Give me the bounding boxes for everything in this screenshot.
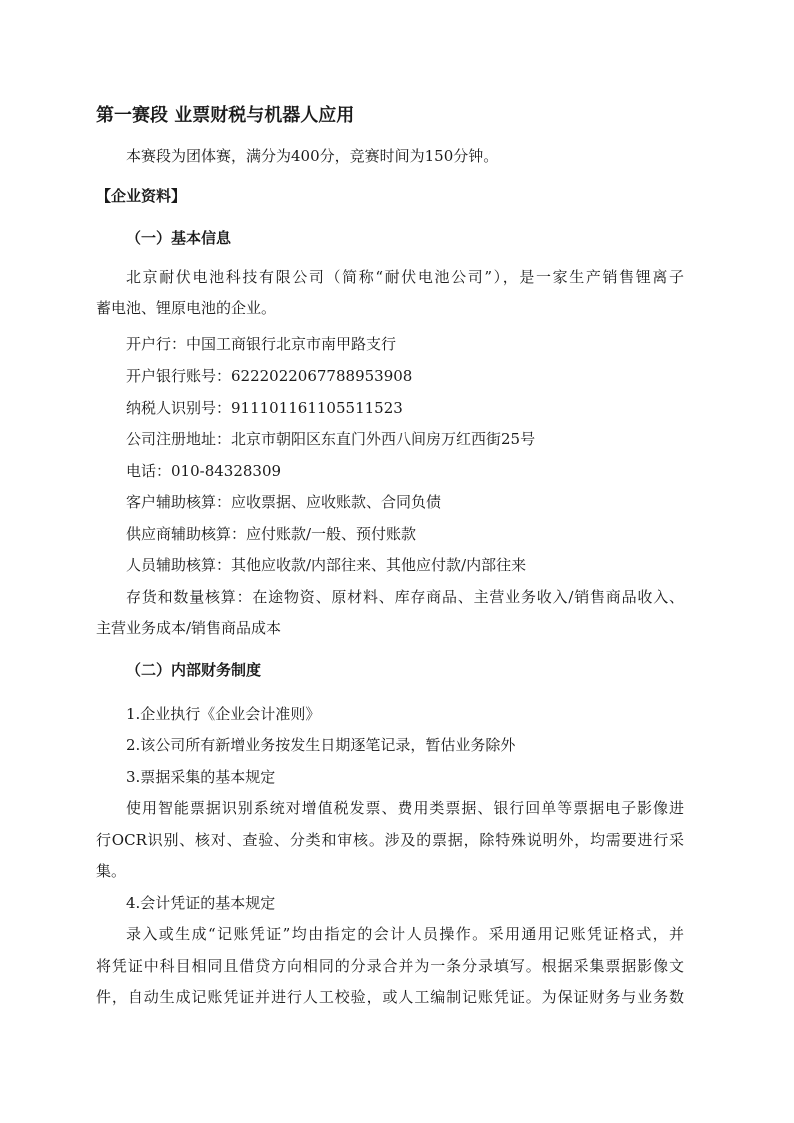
customer-aux-text: 客户辅助核算：应收票据、应收账款、合同负债 (126, 493, 442, 511)
bank-text: 开户行：中国工商银行北京市南甲路支行 (126, 335, 397, 353)
phone-text: 电话：010-84328309 (126, 462, 282, 480)
rule-4-line-3: 件，自动生成记账凭证并进行人工校验，或人工编制记账凭证。为保证财务与业务数 (96, 988, 684, 1006)
supplier-aux-text: 供应商辅助核算：应付账款/一般、预付账款 (126, 525, 417, 543)
intro-text: 本赛段为团体赛，满分为400分，竞赛时间为150分钟。 (126, 147, 499, 165)
company-heading: 【企业资料】 (96, 187, 187, 205)
inventory-line-1: 存货和数量核算：在途物资、原材料、库存商品、主营业务收入/销售商品收入、 (126, 588, 684, 606)
basic-info-heading: （一）基本信息 (126, 229, 232, 247)
finance-rules-heading: （二）内部财务制度 (126, 661, 262, 679)
rule-4-line-1: 录入或生成“记账凭证”均由指定的会计人员操作。采用通用记账凭证格式，并 (126, 925, 684, 943)
inventory-line-2: 主营业务成本/销售商品成本 (96, 619, 282, 637)
account-text: 开户银行账号：6222022067788953908 (126, 367, 413, 385)
rule-3-line-1: 使用智能票据识别系统对增值税发票、费用类票据、银行回单等票据电子影像进 (126, 799, 684, 817)
staff-aux-text: 人员辅助核算：其他应收款/内部往来、其他应付款/内部往来 (126, 556, 527, 574)
rule-3: 3.票据采集的基本规定 (126, 768, 276, 786)
rule-4: 4.会计凭证的基本规定 (126, 894, 276, 912)
section-title: 第一赛段 业票财税与机器人应用 (96, 105, 355, 126)
rule-2: 2.该公司所有新增业务按发生日期逐笔记录，暂估业务除外 (126, 736, 516, 754)
company-desc-line-2: 蓄电池、锂原电池的企业。 (96, 299, 277, 317)
rule-3-line-2: 行OCR识别、核对、查验、分类和审核。涉及的票据，除特殊说明外，均需要进行采 (96, 831, 684, 849)
company-desc-line-1: 北京耐伏电池科技有限公司（简称“耐伏电池公司”），是一家生产销售锂离子 (126, 268, 684, 286)
address-text: 公司注册地址：北京市朝阳区东直门外西八间房万红西街25号 (126, 430, 536, 448)
rule-4-line-2: 将凭证中科目相同且借贷方向相同的分录合并为一条分录填写。根据采集票据影像文 (96, 957, 684, 975)
tax-id-text: 纳税人识别号：911101161105511523 (126, 399, 403, 417)
rule-1: 1.企业执行《企业会计准则》 (126, 705, 321, 723)
rule-3-line-3: 集。 (96, 862, 127, 880)
